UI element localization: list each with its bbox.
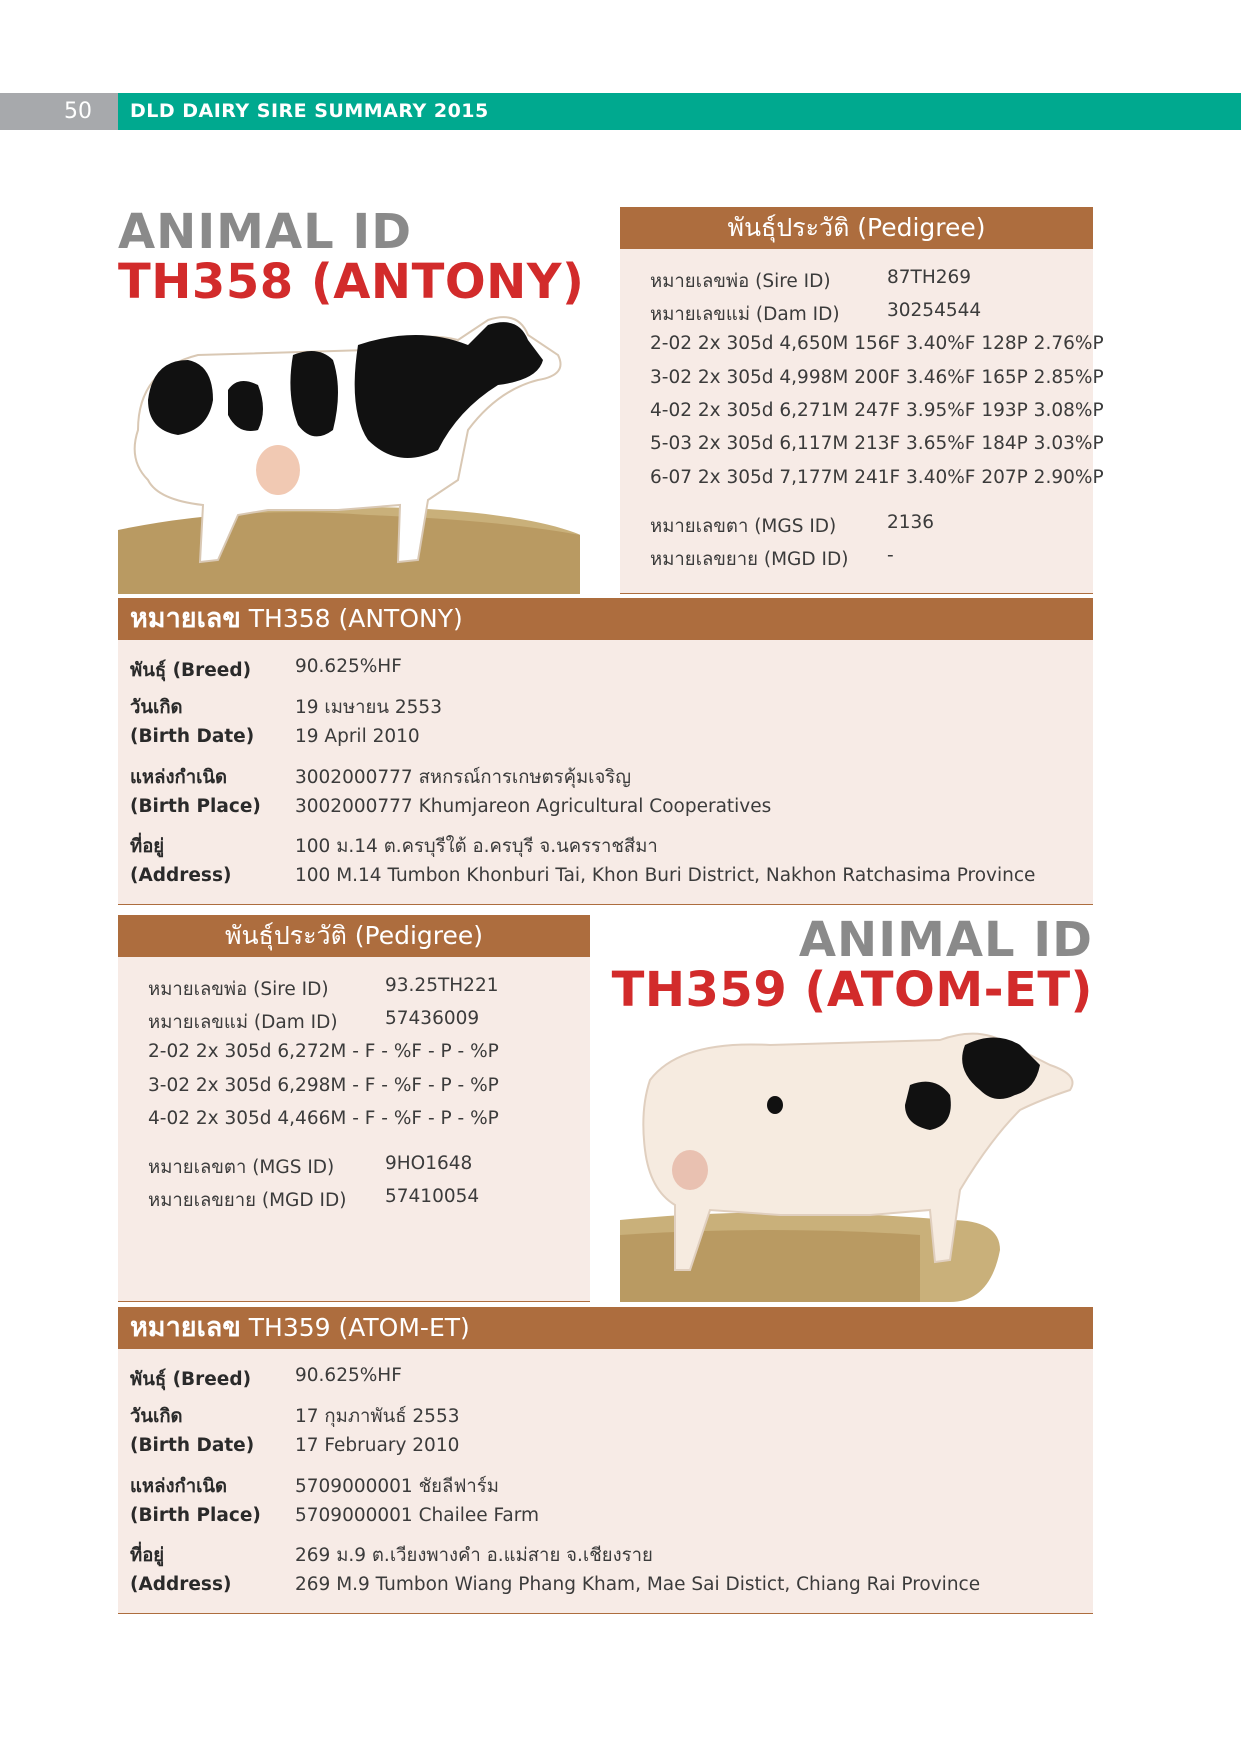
mgd-label: หมายเลขยาย (MGD ID) [148,1190,347,1211]
bull-photo-antony [118,300,580,594]
birth-place-en: 5709000001 Chailee Farm [295,1505,540,1526]
animal-id-label: ANIMAL ID [798,912,1093,968]
address-en: 100 M.14 Tumbon Khonburi Tai, Khon Buri District, Nakhon Ratchasima Province [295,865,1036,886]
animal-id-value: TH359 (ATOM-ET) [611,962,1093,1018]
info-heading [118,598,1093,640]
bull-photo-atom [620,1020,1093,1302]
header-bar [118,93,1241,130]
address-label-en: (Address) [130,1574,232,1595]
dam-label: หมายเลขแม่ (Dam ID) [650,304,840,325]
lactation-record: 2-02 2x 305d 6,272M - F - %F - P - %P [148,1041,499,1062]
bull-image [620,1020,1093,1302]
animal-info-atom [118,1307,1093,1614]
birth-place-label-en: (Birth Place) [130,1505,261,1526]
address-th: 100 ม.14 ต.ครบุรีใต้ อ.ครบุรี จ.นครราชสีมา [295,836,658,857]
breed-value: 90.625%HF [295,1365,402,1386]
mgs-value: 2136 [887,512,935,533]
animal-info-antony [118,598,1093,905]
sire-value: 87TH269 [887,267,972,288]
birth-date-th: 19 เมษายน 2553 [295,697,442,718]
birth-place-label-en: (Birth Place) [130,796,261,817]
animal-id-value: TH358 (ANTONY) [118,254,585,310]
birth-date-en: 17 February 2010 [295,1435,460,1456]
birth-date-label-th: วันเกิด [130,697,183,718]
divider [118,904,1093,905]
dam-value: 30254544 [887,300,982,321]
lactation-record: 4-02 2x 305d 6,271M 247F 3.95%F 193P 3.08%P [650,400,1104,421]
address-th: 269 ม.9 ต.เวียงพางคำ อ.แม่สาย จ.เชียงราย [295,1545,653,1566]
mgd-value: 57410054 [385,1186,480,1207]
birth-date-label-th: วันเกิด [130,1406,183,1427]
sire-label: หมายเลขพ่อ (Sire ID) [650,271,831,292]
divider [620,593,1093,594]
lactation-record: 2-02 2x 305d 4,650M 156F 3.40%F 128P 2.76%P [650,333,1104,354]
address-label-th: ที่อยู่ [130,836,165,857]
breed-value: 90.625%HF [295,656,402,677]
bull-image [118,300,580,594]
dam-label: หมายเลขแม่ (Dam ID) [148,1012,338,1033]
sire-label: หมายเลขพ่อ (Sire ID) [148,979,329,1000]
info-heading-prefix: หมายเลข [130,1312,241,1343]
mgd-value: - [887,545,894,566]
breed-label: พันธุ์ (Breed) [130,1369,252,1390]
birth-date-label-en: (Birth Date) [130,1435,255,1456]
pedigree-panel-atom [118,915,590,1302]
sire-value: 93.25TH221 [385,975,499,996]
birth-date-th: 17 กุมภาพันธ์ 2553 [295,1406,460,1427]
birth-place-label-th: แหล่งกำเนิด [130,767,228,788]
lactation-record: 3-02 2x 305d 6,298M - F - %F - P - %P [148,1075,499,1096]
lactation-record: 4-02 2x 305d 4,466M - F - %F - P - %P [148,1108,499,1129]
address-en: 269 M.9 Tumbon Wiang Phang Kham, Mae Sai Distict, Chiang Rai Province [295,1574,981,1595]
page-number-box [0,93,118,130]
mgs-label: หมายเลขตา (MGS ID) [148,1157,335,1178]
info-heading-prefix: หมายเลข [130,603,241,634]
dam-value: 57436009 [385,1008,480,1029]
info-heading-id: TH359 (ATOM-ET) [248,1313,470,1342]
birth-place-th: 3002000777 สหกรณ์การเกษตรคุ้มเจริญ [295,767,631,788]
lactation-record: 5-03 2x 305d 6,117M 213F 3.65%F 184P 3.03%P [650,433,1104,454]
birth-place-th: 5709000001 ชัยลีฟาร์ม [295,1476,499,1497]
mgs-label: หมายเลขตา (MGS ID) [650,516,837,537]
animal-id-label: ANIMAL ID [118,204,413,260]
divider [118,1613,1093,1614]
info-heading [118,1307,1093,1349]
birth-date-label-en: (Birth Date) [130,726,255,747]
header-title: DLD DAIRY SIRE SUMMARY 2015 [130,100,489,122]
mgs-value: 9HO1648 [385,1153,473,1174]
birth-date-en: 19 April 2010 [295,726,420,747]
address-label-th: ที่อยู่ [130,1545,165,1566]
page-number: 50 [64,99,92,124]
pedigree-title: พันธุ์ประวัติ (Pedigree) [620,207,1093,249]
info-heading-id: TH358 (ANTONY) [248,604,463,633]
breed-label: พันธุ์ (Breed) [130,660,252,681]
birth-place-en: 3002000777 Khumjareon Agricultural Cooperatives [295,796,772,817]
address-label-en: (Address) [130,865,232,886]
lactation-record: 3-02 2x 305d 4,998M 200F 3.46%F 165P 2.85%P [650,367,1104,388]
lactation-record: 6-07 2x 305d 7,177M 241F 3.40%F 207P 2.90%P [650,467,1104,488]
mgd-label: หมายเลขยาย (MGD ID) [650,549,849,570]
pedigree-title: พันธุ์ประวัติ (Pedigree) [118,915,590,957]
divider [118,1301,590,1302]
pedigree-panel-antony [620,207,1104,594]
birth-place-label-th: แหล่งกำเนิด [130,1476,228,1497]
